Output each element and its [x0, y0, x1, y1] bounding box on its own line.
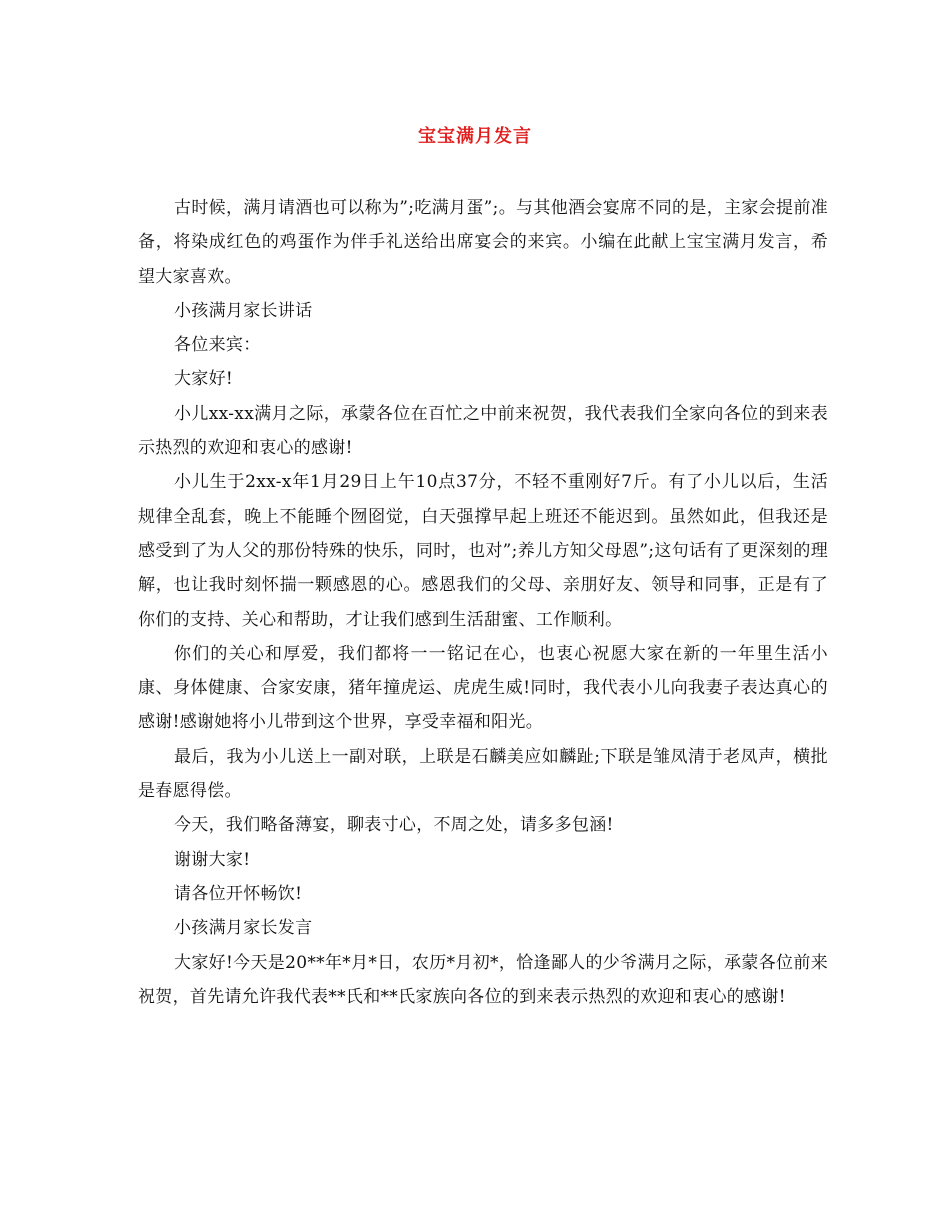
section-heading-speech: 小孩满月家长讲话 [174, 300, 313, 321]
paragraph-couplet: 最后，我为小儿送上一副对联，上联是石麟美应如麟趾;下联是雏凤清于老凤声，横批是春愿得偿。 [138, 746, 828, 802]
paragraph-welcome: 小儿xx-xx满月之际，承蒙各位在百忙之中前来祝贺，我代表我们全家向各位的到来表示热烈的欢迎和衷心的感谢! [138, 403, 828, 459]
document-title: 宝宝满月发言 [418, 126, 532, 147]
paragraph-greeting: 大家好! [174, 369, 234, 390]
paragraph-birth: 小儿生于2xx-x年1月29日上午10点37分，不轻不重刚好7斤。有了小儿以后，生活规律全乱套，晚上不能睡个囫囵觉，白天强撑早起上班还不能迟到。虽然如此，但我还是感受到了为人父的那份特殊的快乐，同时，也对”;养儿方知父母恩”;这句话有了更深刻的理解，也让我时刻怀揣一颗感恩的心。感恩我们的父母、亲朋好友、领导和同事，正是有了你们的支持、关心和帮助，才让我们感到生活甜蜜、工作顺利。 [138, 472, 828, 630]
paragraph-intro: 古时候，满月请酒也可以称为”;吃满月蛋”;。与其他酒会宴席不同的是，主家会提前准备，将染成红色的鸡蛋作为伴手礼送给出席宴会的来宾。小编在此献上宝宝满月发言，希望大家喜欢。 [138, 198, 828, 287]
section-heading-remarks: 小孩满月家长发言 [174, 918, 313, 939]
paragraph-toast: 请各位开怀畅饮! [174, 883, 303, 904]
paragraph-opening: 大家好!今天是20**年*月*日，农历*月初*，恰逢鄙人的少爷满月之际，承蒙各位前来祝贺，首先请允许我代表**氏和**氏家族向各位的到来表示热烈的欢迎和衷心的感谢! [138, 952, 828, 1007]
document-body [138, 191, 828, 1014]
paragraph-thank-all: 谢谢大家! [174, 849, 251, 870]
paragraph-banquet: 今天，我们略备薄宴，聊表寸心，不周之处，请多多包涵! [174, 815, 614, 836]
paragraph-thanks: 你们的关心和厚爱，我们都将一一铭记在心，也衷心祝愿大家在新的一年里生活小康、身体健康、合家安康，猪年撞虎运、虎虎生威!同时，我代表小儿向我妻子表达真心的感谢!感谢她将小儿带到这个世界，享受幸福和阳光。 [138, 643, 828, 733]
paragraph-salutation: 各位来宾： [174, 335, 261, 356]
